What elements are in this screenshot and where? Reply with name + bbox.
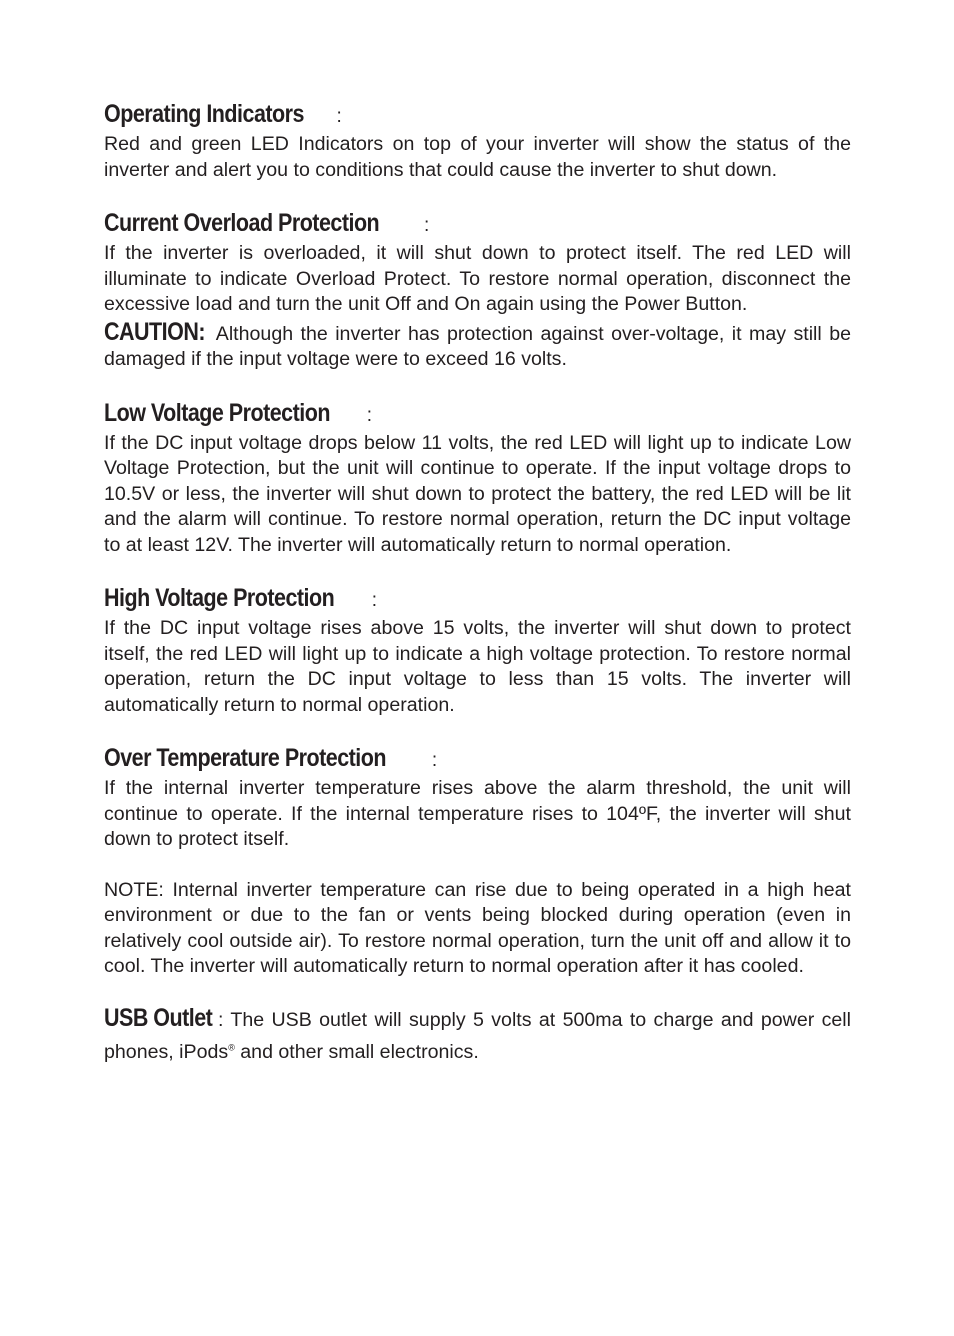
high-voltage-heading-line [104,580,851,616]
low-voltage-heading: Low Voltage Protection [104,398,330,427]
usb-outlet-section [104,1002,851,1068]
usb-outlet-text-end: and other small electronics. [234,1040,479,1063]
caution-text: Although the inverter has protection against over-voltage, it may still be damaged if the input voltage were to exceed 16 volts. [104,322,851,370]
over-temperature-body: If the internal inverter temperature rises above the alarm threshold, the unit will continue to operate. If the internal temperature rises to 104ºF, the inverter will shut down to protect itself. [104,777,851,850]
over-temperature-heading: Over Temperature Protection [104,744,386,772]
high-voltage-heading: High Voltage Protection [104,584,335,612]
heading-colon: : [371,590,377,611]
operating-indicators-body: Red and green LED Indicators on top of your inverter will show the status of the inverter and alert you to conditions that could cause the inverter to shut down. [104,133,851,181]
operating-indicators-heading-line [104,96,851,132]
low-voltage-body: If the DC input voltage drops below 11 volts, the red LED will light up to indicate Low Voltage Protection, but the unit will continue to operate. If the input voltage drops to 10.5V or less, the inverter will shut down to protect the battery, the red LED will be lit and the alarm will continue. To restore normal operation, return the DC input voltage to at least 12V. The inverter will automatically return to normal operation. [104,431,851,556]
registered-mark: ® [228,1041,235,1052]
usb-outlet-text: : The USB outlet will supply 5 volts at 500ma to charge and power cell phones, iPods [104,1008,851,1063]
heading-colon: : [366,404,373,426]
heading-colon: : [423,215,430,236]
high-voltage-body: If the DC input voltage rises above 15 volts, the inverter will shut down to protect itself, the red LED will light up to indicate a high voltage protection. To restore normal operation, return the DC input voltage to less than 15 volts. The inverter will automatically return to normal operation. [104,617,851,716]
operating-indicators-section [104,96,851,183]
heading-colon: : [431,750,438,771]
current-overload-heading-line [104,205,851,241]
over-temperature-note: NOTE: Internal inverter temperature can rise due to being operated in a high heat environment or due to the fan or vents being blocked during operation (even in relatively cool outside air). To restore normal operation, turn the unit off and allow it to cool. The inverter will automatically return to normal operation after it has cooled. [104,878,851,977]
usb-outlet-heading: USB Outlet [104,1003,213,1032]
heading-colon: : [336,106,342,127]
operating-indicators-heading: Operating Indicators [104,100,304,128]
usb-outlet-paragraph [104,1002,851,1068]
high-voltage-section [104,580,851,718]
caution-label: CAUTION: [104,317,205,346]
low-voltage-section [104,395,851,559]
over-temperature-heading-line [104,740,851,776]
current-overload-section [104,205,851,373]
low-voltage-heading-line [104,395,851,431]
over-temperature-section [104,740,851,980]
current-overload-heading: Current Overload Protection [104,209,380,237]
manual-page [104,96,851,1068]
current-overload-body: If the inverter is overloaded, it will shut down to protect itself. The red LED will illuminate to indicate Overload Protect. To restore normal operation, disconnect the excessive load and turn the unit Off and On again using the Power Button. [104,242,851,315]
caution-paragraph [104,317,851,373]
